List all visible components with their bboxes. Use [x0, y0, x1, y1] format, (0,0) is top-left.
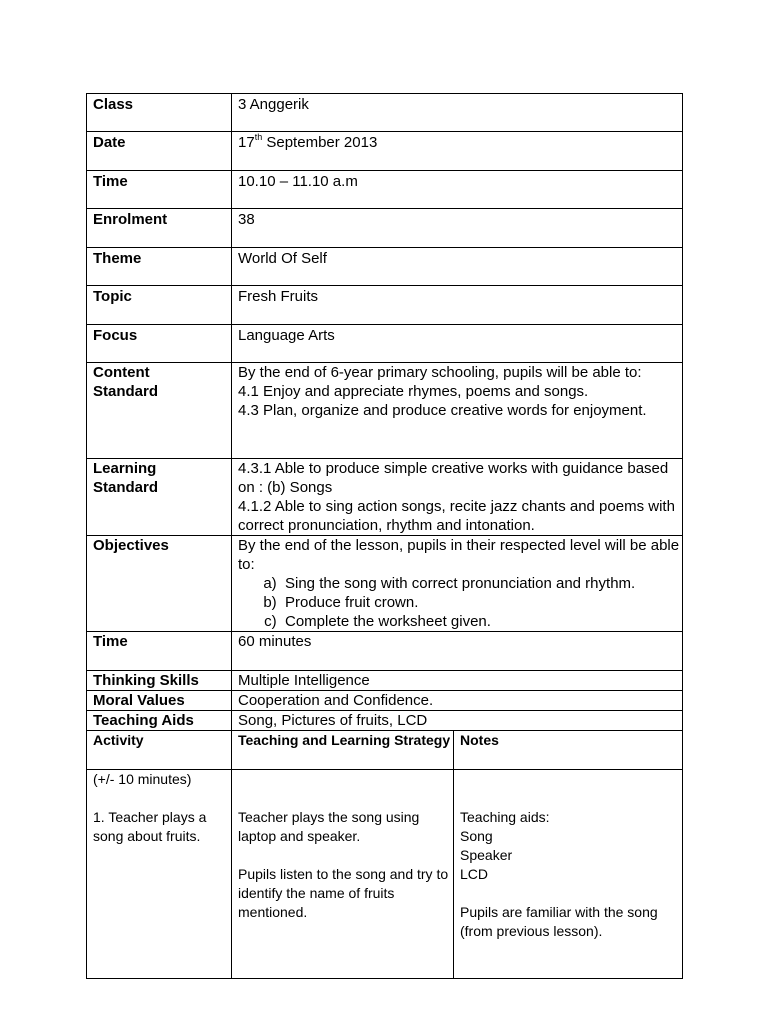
notes-title: Teaching aids: [460, 809, 550, 825]
label-topic: Topic [87, 286, 232, 325]
label-thinking-skills: Thinking Skills [87, 671, 232, 691]
value-focus: Language Arts [232, 325, 683, 363]
label-moral-values: Moral Values [87, 691, 232, 711]
value-enrolment: 38 [232, 209, 683, 248]
label-date: Date [87, 132, 232, 171]
label-enrolment: Enrolment [87, 209, 232, 248]
content-standard-intro: By the end of 6-year primary schooling, pupils will be able to: [238, 364, 642, 381]
row-activity-1 [87, 770, 683, 979]
strategy-text-2: Pupils listen to the song and try to identify the name of fruits mentioned. [238, 866, 449, 920]
strategy-text-1: Teacher plays the song using laptop and speaker. [238, 809, 420, 844]
objectives-list [238, 574, 682, 631]
value-topic: Fresh Fruits [232, 286, 683, 325]
label-theme: Theme [87, 248, 232, 286]
learning-standard-4-3-1: 4.3.1 Able to produce simple creative works with guidance based on : (b) Songs [238, 460, 669, 496]
label-class: Class [87, 94, 232, 132]
value-learning-standard [232, 459, 683, 536]
label-learning-standard: Learning Standard [87, 459, 232, 536]
row-objectives [87, 536, 683, 632]
value-thinking-skills: Multiple Intelligence [232, 671, 683, 691]
content-standard-4-1: 4.1 Enjoy and appreciate rhymes, poems and songs. [238, 383, 589, 400]
objective-item: a. Sing the song with correct pronunciation and rhythm. [285, 574, 682, 593]
objective-item: b. Produce fruit crown. [285, 593, 682, 612]
row-date [87, 132, 683, 171]
objective-item: c. Complete the worksheet given. [285, 612, 682, 631]
value-date: 17th September 2013 [232, 132, 683, 171]
row-thinking-skills [87, 671, 683, 691]
row-learning-standard [87, 459, 683, 536]
value-teaching-aids: Song, Pictures of fruits, LCD [232, 711, 683, 731]
objectives-intro: By the end of the lesson, pupils in their respected level will be able to: [238, 537, 680, 573]
row-enrolment [87, 209, 683, 248]
notes-item-song: Song [460, 828, 493, 844]
label-focus: Focus [87, 325, 232, 363]
value-duration: 60 minutes [232, 632, 683, 671]
value-class: 3 Anggerik [232, 94, 683, 132]
value-theme: World Of Self [232, 248, 683, 286]
notes-item-lcd: LCD [460, 866, 489, 882]
header-strategy: Teaching and Learning Strategy [232, 731, 454, 770]
label-time: Time [87, 171, 232, 209]
notes-remark: Pupils are familiar with the song (from previous lesson). [460, 904, 658, 939]
value-time: 10.10 – 11.10 a.m [232, 171, 683, 209]
value-moral-values: Cooperation and Confidence. [232, 691, 683, 711]
strategy-cell [232, 770, 454, 979]
row-content-standard [87, 363, 683, 459]
learning-standard-4-1-2: 4.1.2 Able to sing action songs, recite jazz chants and poems with correct pronunciation, rhythm and intonation. [238, 498, 675, 534]
label-duration: Time [87, 632, 232, 671]
label-objectives: Objectives [87, 536, 232, 632]
row-class [87, 94, 683, 132]
content-standard-4-3: 4.3 Plan, organize and produce creative words for enjoyment. [238, 402, 647, 419]
label-teaching-aids: Teaching Aids [87, 711, 232, 731]
row-teaching-aids [87, 711, 683, 731]
activity-time: (+/- 10 minutes) [93, 771, 192, 787]
lesson-plan-table [86, 93, 683, 979]
header-notes: Notes [454, 731, 683, 770]
row-duration [87, 632, 683, 671]
value-content-standard [232, 363, 683, 459]
row-activity-header [87, 731, 683, 770]
value-objectives [232, 536, 683, 632]
label-content-standard: Content Standard [87, 363, 232, 459]
activity-step: 1. Teacher plays a song about fruits. [93, 809, 207, 844]
notes-cell [454, 770, 683, 979]
header-activity: Activity [87, 731, 232, 770]
row-time [87, 171, 683, 209]
row-focus [87, 325, 683, 363]
notes-item-speaker: Speaker [460, 847, 513, 863]
row-moral-values [87, 691, 683, 711]
row-topic [87, 286, 683, 325]
activity-cell [87, 770, 232, 979]
row-theme [87, 248, 683, 286]
